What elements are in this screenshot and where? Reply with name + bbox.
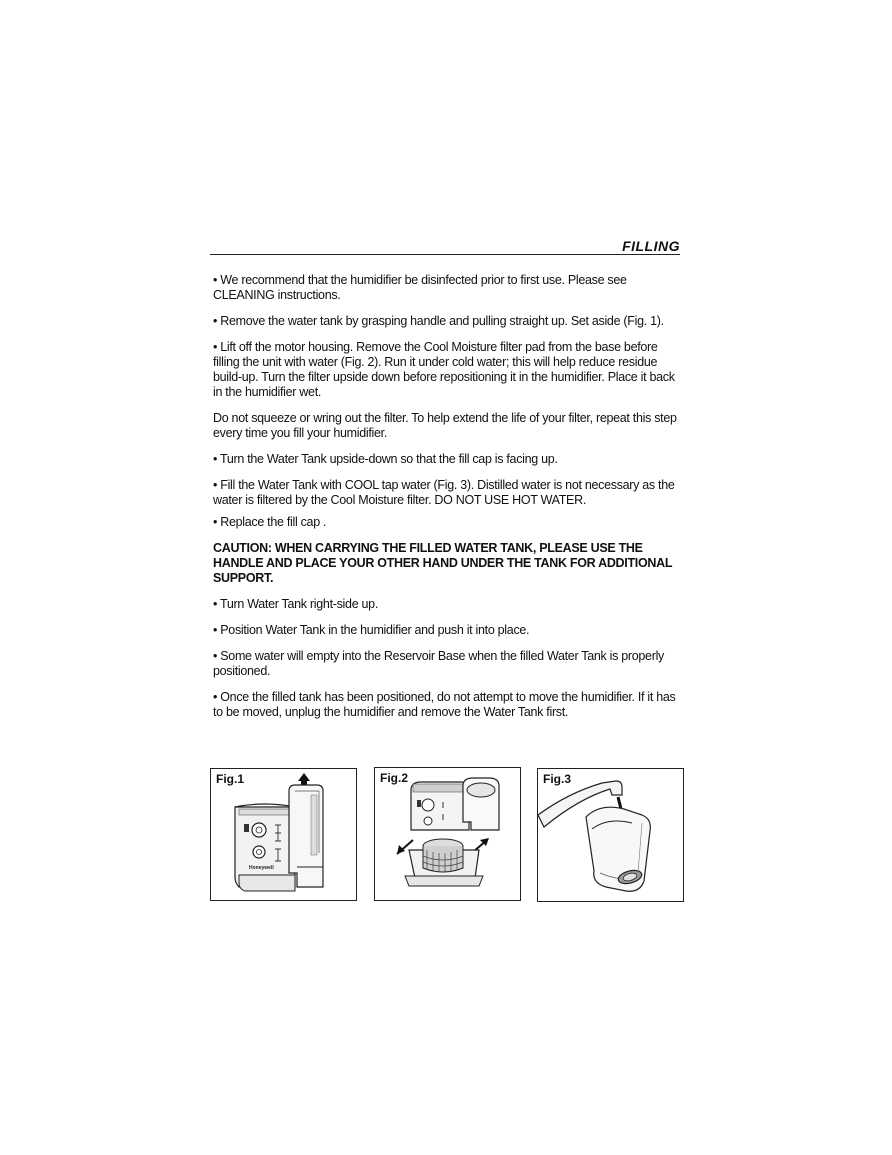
paragraph-filter-care: Do not squeeze or wring out the filter. To help extend the life of your filter, repeat this step every time you fill your humidifier. <box>213 411 677 440</box>
figure-2-label: Fig.2 <box>380 771 409 785</box>
paragraph-remove-tank: • Remove the water tank by grasping handle and pulling straight up. Set aside (Fig. 1). <box>213 314 664 328</box>
paragraph-fill-tank: • Fill the Water Tank with COOL tap water (Fig. 3). Distilled water is not necessary as the water is filtered by the Cool Moisture filter. DO NOT USE HOT WATER. <box>213 478 675 507</box>
section-title: FILLING <box>622 238 680 254</box>
paragraph-right-side-up: • Turn Water Tank right-side up. <box>213 597 378 611</box>
instructions-body <box>213 273 678 731</box>
paragraph-water-empties: • Some water will empty into the Reservoir Base when the filled Water Tank is properly positioned. <box>213 649 665 678</box>
header-rule <box>210 254 680 255</box>
figure-3 <box>537 768 684 902</box>
paragraph-lift-housing: • Lift off the motor housing. Remove the Cool Moisture filter pad from the base before filling the unit with water (Fig. 2). Run it under cold water; this will help reduce residue build-up. Turn the filter upside down before repositioning it in the humidifier. Place it back in the humidifier wet. <box>213 340 675 399</box>
figure-1-label: Fig.1 <box>216 772 245 786</box>
figure-3-label: Fig.3 <box>543 772 572 786</box>
brand-logo: Honeywell <box>249 865 274 871</box>
paragraph-do-not-move: • Once the filled tank has been positioned, do not attempt to move the humidifier. If it has to be moved, unplug the humidifier and remove the Water Tank first. <box>213 690 676 719</box>
caution-notice: CAUTION: WHEN CARRYING THE FILLED WATER TANK, PLEASE USE THE HANDLE AND PLACE YOUR OTHER HAND UNDER THE TANK FOR ADDITIONAL SUPPORT. <box>213 541 672 585</box>
paragraph-replace-cap: • Replace the fill cap . <box>213 515 327 529</box>
paragraph-turn-tank: • Turn the Water Tank upside-down so that the fill cap is facing up. <box>213 452 558 466</box>
figure-2 <box>374 767 521 901</box>
humidifier-tank-removal-illustration <box>211 769 356 900</box>
paragraph-position-tank: • Position Water Tank in the humidifier and push it into place. <box>213 623 530 637</box>
paragraph-disinfect: • We recommend that the humidifier be disinfected prior to first use. Please see CLEANING instructions. <box>213 273 627 302</box>
filter-removal-illustration <box>375 768 520 900</box>
figure-1 <box>210 768 357 901</box>
tank-filling-illustration <box>538 769 683 901</box>
